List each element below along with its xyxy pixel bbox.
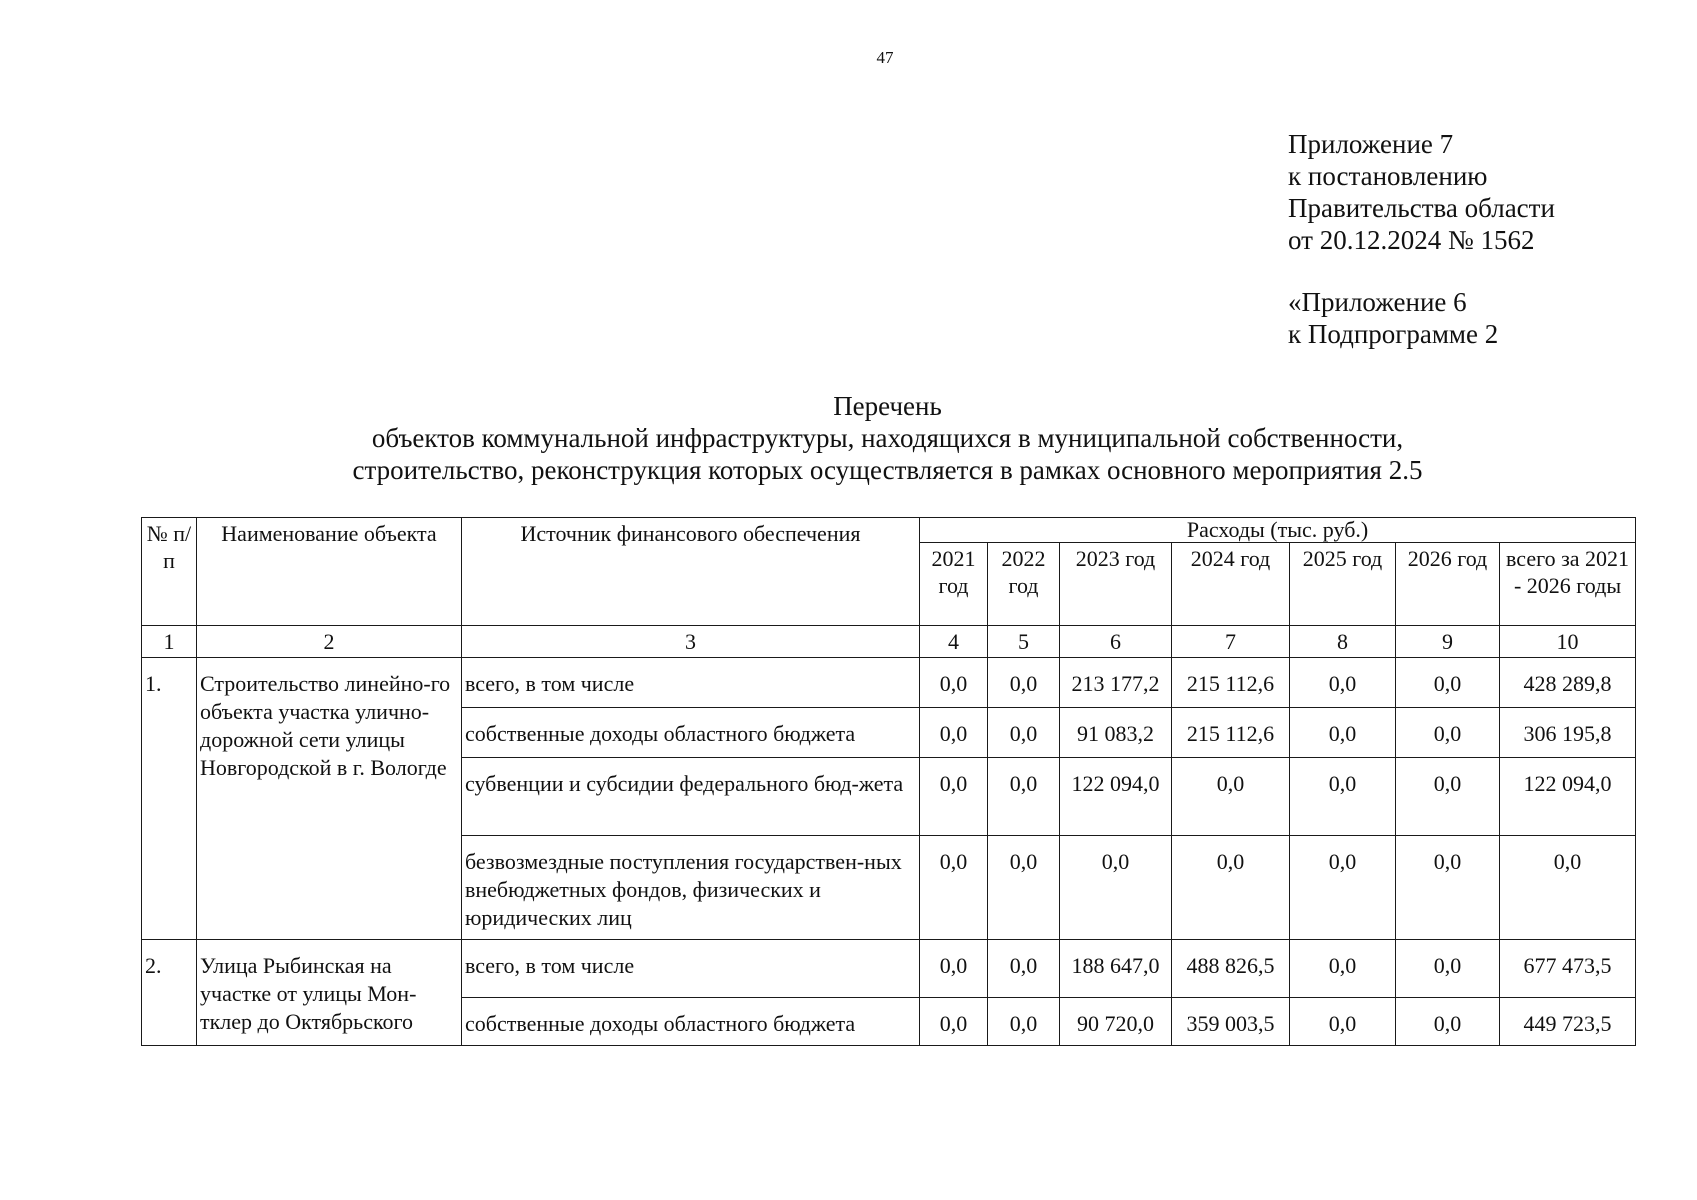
value-cell: 0,0 [1290, 758, 1396, 836]
object-name: Строительство линейно-го объекта участка улично-дорожной сети улицы Новгородской в г. Вологде [197, 658, 462, 940]
value-cell: 0,0 [988, 708, 1060, 758]
value-cell: 0,0 [1290, 708, 1396, 758]
column-number: 6 [1060, 626, 1172, 658]
value-cell: 0,0 [1396, 836, 1500, 940]
value-cell: 0,0 [920, 998, 988, 1046]
value-cell: 0,0 [1290, 998, 1396, 1046]
header-no: № п/п [142, 518, 197, 626]
value-cell: 0,0 [988, 658, 1060, 708]
header-year: 2025 год [1290, 543, 1396, 626]
value-cell: 0,0 [920, 758, 988, 836]
document-title [300, 390, 1475, 486]
value-cell: 0,0 [1290, 836, 1396, 940]
value-cell: 359 003,5 [1172, 998, 1290, 1046]
value-cell: 0,0 [1290, 658, 1396, 708]
value-cell: 0,0 [988, 940, 1060, 998]
value-cell: 306 195,8 [1500, 708, 1636, 758]
value-cell: 488 826,5 [1172, 940, 1290, 998]
object-name: Улица Рыбинская на участке от улицы Мон-тклер до Октябрьского [197, 940, 462, 1046]
value-cell: 0,0 [1396, 940, 1500, 998]
header-source: Источник финансового обеспечения [462, 518, 920, 626]
column-numbers-row [142, 626, 1636, 658]
table-row [142, 940, 1636, 998]
title-line: строительство, реконструкция которых осуществляется в рамках основного мероприятия 2.5 [352, 455, 1423, 485]
appendix-line: от 20.12.2024 № 1562 [1288, 225, 1535, 255]
object-number: 2. [142, 940, 197, 1046]
value-cell: 0,0 [1500, 836, 1636, 940]
title-line: объектов коммунальной инфраструктуры, находящихся в муниципальной собственности, [371, 423, 1404, 453]
appendix-line: Приложение 7 [1288, 129, 1454, 159]
header-year: 2024 год [1172, 543, 1290, 626]
value-cell: 677 473,5 [1500, 940, 1636, 998]
sub-appendix-line: к Подпрограмме 2 [1288, 319, 1499, 349]
value-cell: 0,0 [1396, 708, 1500, 758]
appendix-line: Правительства области [1288, 193, 1555, 223]
value-cell: 0,0 [920, 658, 988, 708]
value-cell: 213 177,2 [1060, 658, 1172, 708]
header-row [142, 518, 1636, 543]
header-expenses: Расходы (тыс. руб.) [920, 518, 1636, 543]
funding-source: всего, в том числе [462, 658, 920, 708]
appendix-line: к постановлению [1288, 161, 1488, 191]
column-number: 2 [197, 626, 462, 658]
value-cell: 215 112,6 [1172, 658, 1290, 708]
value-cell: 0,0 [1290, 940, 1396, 998]
funding-source: безвозмездные поступления государствен-ных внебюджетных фондов, физических и юридических лиц [462, 836, 920, 940]
value-cell: 0,0 [988, 836, 1060, 940]
value-cell: 0,0 [1172, 758, 1290, 836]
funding-source: собственные доходы областного бюджета [462, 708, 920, 758]
funding-source: собственные доходы областного бюджета [462, 998, 920, 1046]
funding-source: субвенции и субсидии федерального бюд-жета [462, 758, 920, 836]
value-cell: 122 094,0 [1060, 758, 1172, 836]
column-number: 9 [1396, 626, 1500, 658]
header-year: 2021 год [920, 543, 988, 626]
object-number: 1. [142, 658, 197, 940]
column-number: 8 [1290, 626, 1396, 658]
column-number: 1 [142, 626, 197, 658]
value-cell: 0,0 [920, 940, 988, 998]
sub-appendix-line: «Приложение 6 [1288, 287, 1467, 317]
objects-table [141, 517, 1636, 1046]
header-name: Наименование объекта [197, 518, 462, 626]
header-year: 2026 год [1396, 543, 1500, 626]
column-number: 4 [920, 626, 988, 658]
value-cell: 0,0 [1396, 998, 1500, 1046]
value-cell: 0,0 [920, 836, 988, 940]
value-cell: 122 094,0 [1500, 758, 1636, 836]
value-cell: 0,0 [1172, 836, 1290, 940]
value-cell: 188 647,0 [1060, 940, 1172, 998]
title-line: Перечень [833, 391, 942, 421]
value-cell: 0,0 [988, 998, 1060, 1046]
value-cell: 0,0 [1396, 658, 1500, 708]
header-total: всего за 2021 - 2026 годы [1500, 543, 1636, 626]
column-number: 5 [988, 626, 1060, 658]
value-cell: 0,0 [1060, 836, 1172, 940]
table-row [142, 658, 1636, 708]
appendix-block [1288, 128, 1555, 350]
value-cell: 0,0 [1396, 758, 1500, 836]
header-year: 2023 год [1060, 543, 1172, 626]
header-year: 2022 год [988, 543, 1060, 626]
column-number: 7 [1172, 626, 1290, 658]
funding-source: всего, в том числе [462, 940, 920, 998]
value-cell: 90 720,0 [1060, 998, 1172, 1046]
value-cell: 215 112,6 [1172, 708, 1290, 758]
value-cell: 449 723,5 [1500, 998, 1636, 1046]
value-cell: 0,0 [920, 708, 988, 758]
value-cell: 91 083,2 [1060, 708, 1172, 758]
page-number: 47 [876, 48, 894, 67]
value-cell: 0,0 [988, 758, 1060, 836]
column-number: 3 [462, 626, 920, 658]
column-number: 10 [1500, 626, 1636, 658]
value-cell: 428 289,8 [1500, 658, 1636, 708]
